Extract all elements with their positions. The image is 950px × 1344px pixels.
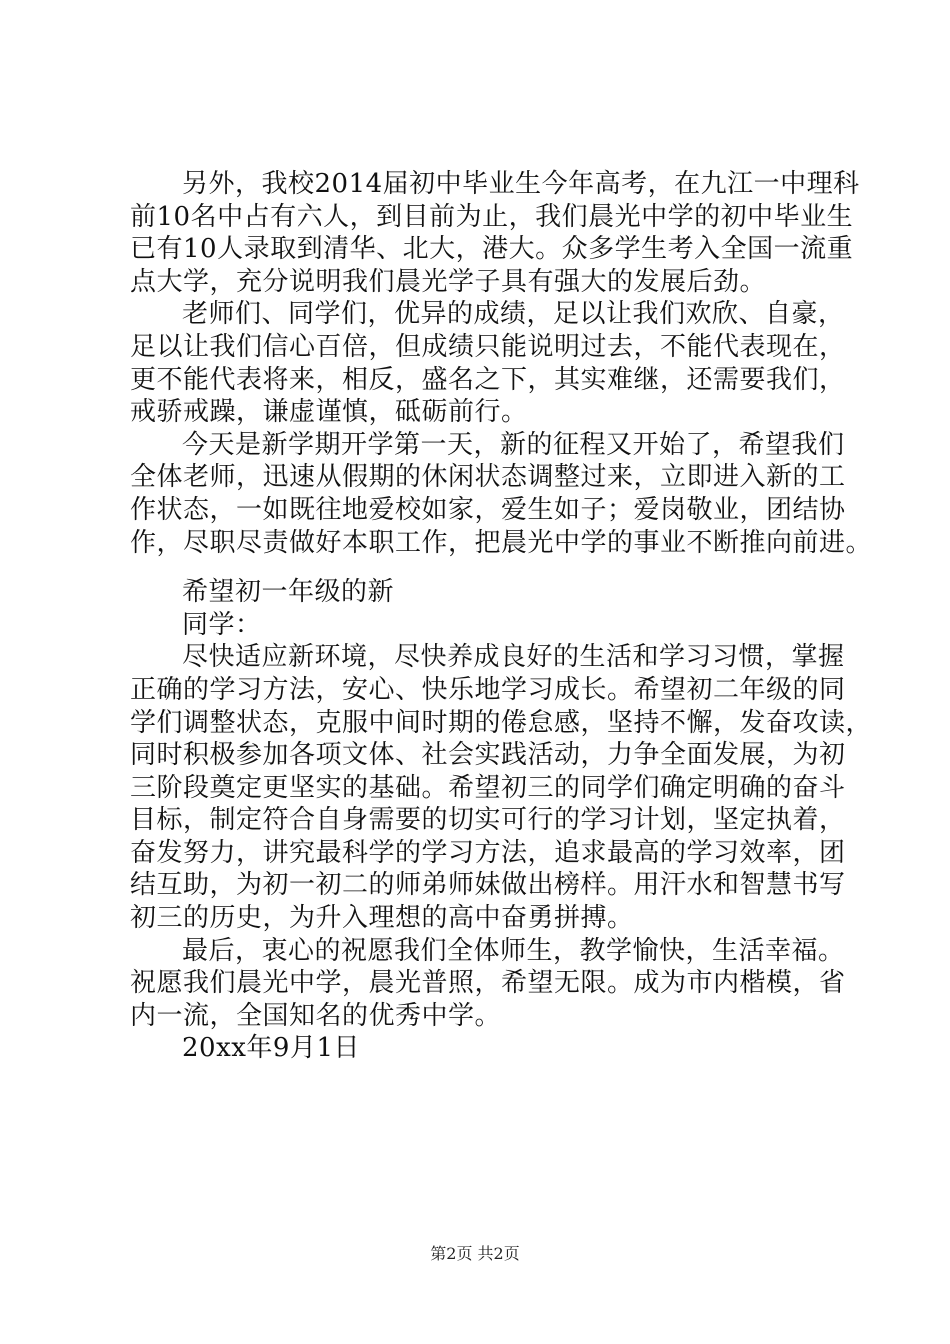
document-date: 20xx年9月1日 — [182, 1033, 360, 1064]
text-line: 正确的学习方法，安心、快乐地学习成长。希望初二年级的同 — [130, 674, 846, 705]
text-line: 作状态，一如既往地爱校如家，爱生如子；爱岗敬业，团结协 — [130, 494, 846, 525]
text-line: 三阶段奠定更坚实的基础。希望初三的同学们确定明确的奋斗 — [130, 772, 846, 803]
text-line: 更不能代表将来，相反，盛名之下，其实难继，还需要我们， — [130, 364, 846, 395]
text-line: 点大学，充分说明我们晨光学子具有强大的发展后劲。 — [130, 266, 767, 297]
text-line: 作，尽职尽责做好本职工作，把晨光中学的事业不断推向前进。 — [130, 527, 873, 558]
paragraph — [130, 298, 846, 428]
text-line: 目标，制定符合自身需要的切实可行的学习计划，坚定执着， — [130, 805, 846, 836]
text-line: 初三的历史，为升入理想的高中奋勇拼搏。 — [130, 903, 634, 934]
text-line: 结互助，为初一初二的师弟师妹做出榜样。用汗水和智慧书写 — [130, 870, 846, 901]
text-line: 尽快适应新环境，尽快养成良好的生活和学习习惯，掌握 — [182, 642, 845, 673]
text-line: 祝愿我们晨光中学，晨光普照，希望无限。成为市内楷模，省 — [130, 968, 846, 999]
text-line: 已有10人录取到清华、北大，港大。众多学生考入全国一流重 — [130, 234, 854, 265]
heading-line: 同学： — [182, 609, 262, 640]
heading-line: 希望初一年级的新 — [182, 577, 395, 608]
text-line: 今天是新学期开学第一天，新的征程又开始了，希望我们 — [182, 429, 845, 460]
document-body — [130, 168, 873, 1065]
text-line: 全体老师，迅速从假期的休闲状态调整过来，立即进入新的工 — [130, 462, 846, 493]
paragraph — [130, 641, 873, 934]
text-line: 奋发努力，讲究最科学的学习方法，追求最高的学习效率，团 — [130, 837, 846, 868]
text-line: 内一流，全国知名的优秀中学。 — [130, 1000, 502, 1031]
paragraph — [130, 935, 846, 1033]
text-line: 老师们、同学们，优异的成绩，足以让我们欢欣、自豪， — [182, 299, 845, 330]
text-line: 另外，我校2014届初中毕业生今年高考，在九江一中理科 — [182, 169, 860, 199]
text-line: 前10名中占有六人，到目前为止，我们晨光中学的初中毕业生 — [130, 201, 854, 232]
text-line: 戒骄戒躁，谦虚谨慎，砥砺前行。 — [130, 397, 528, 428]
text-line: 同时积极参加各项文体、社会实践活动，力争全面发展，为初 — [130, 740, 846, 771]
text-line: 足以让我们信心百倍，但成绩只能说明过去，不能代表现在， — [130, 331, 846, 362]
text-line: 学们调整状态，克服中间时期的倦怠感，坚持不懈，发奋攻读， — [130, 707, 873, 738]
page-number-footer: 第2页 共2页 — [430, 1244, 520, 1263]
paragraph — [130, 429, 873, 559]
paragraph — [130, 168, 860, 298]
text-line: 最后，衷心的祝愿我们全体师生，教学愉快，生活幸福。 — [182, 935, 845, 966]
